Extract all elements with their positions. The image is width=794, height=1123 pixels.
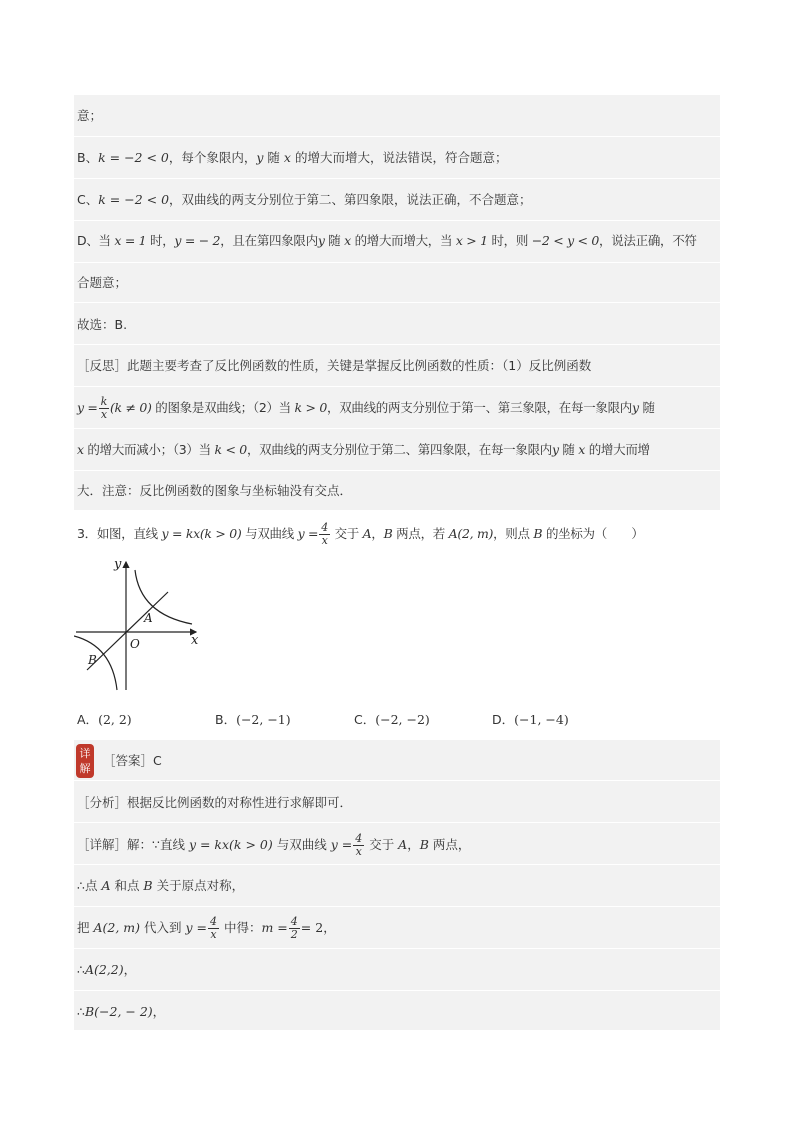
divider — [74, 990, 720, 991]
question-3: 3．如图，直线 y = kx(k > 0) 与双曲线 y = $\frac{4}{x}$ 交于 A，B 两点，若 A(2, m)，则点 B 的坐标为（ ） — [77, 521, 644, 547]
option-a[interactable]: A．(2, 2) — [77, 712, 132, 727]
origin-label: O — [130, 637, 140, 651]
option-b[interactable]: B．(−2, −1) — [215, 712, 291, 727]
reflection-line: x 的增大而减小；（3）当 k < 0，双曲线的两支分别位于第二、第四象限，在每一象限内y 随 x 的增大而增 — [77, 442, 650, 457]
divider — [74, 262, 720, 263]
reflection-line: y = $\frac{k}{x}$ (k ≠ 0) 的图象是双曲线；（2）当 k > 0，双曲线的两支分别位于第一、第三象限，在每一象限内y 随 — [77, 395, 655, 421]
divider — [74, 178, 720, 179]
option-c-analysis: C、k = −2 < 0，双曲线的两支分别位于第二、第四象限，说法正确，不合题意； — [77, 192, 532, 207]
option-b-analysis: B、k = −2 < 0，每个象限内，y 随 x 的增大而增大，说法错误，符合题意； — [77, 150, 508, 165]
divider — [74, 470, 720, 471]
fraction: $\frac{4}{x}$ — [355, 832, 363, 858]
point-b-label: B — [88, 653, 97, 667]
text-line: 意； — [77, 108, 103, 123]
divider — [74, 386, 720, 387]
result-a-line: ∴A(2,2)， — [77, 962, 137, 977]
symmetry-line: ∴点 A 和点 B 关于原点对称， — [77, 878, 245, 893]
detail-stamp-icon: 详解 — [76, 744, 94, 778]
divider — [74, 344, 720, 345]
text-line: 合题意； — [77, 275, 128, 290]
substitution-line: 把 A(2, m) 代入到 y = $\frac{4}{x}$ 中得：m = $\frac{4}{2}$ = 2， — [77, 915, 336, 941]
hyperbola-figure — [74, 552, 209, 694]
divider — [74, 220, 720, 221]
divider — [74, 428, 720, 429]
fraction: $\frac{4}{x}$ — [210, 915, 217, 941]
option-d-analysis: D、当 x = 1 时，y = − 2，且在第四象限内y 随 x 的增大而增大，当 x > 1 时，则 −2 < y < 0，说法正确，不符 — [77, 233, 697, 248]
fraction: $\frac{4}{2}$ — [290, 915, 298, 941]
divider — [74, 780, 720, 781]
divider — [74, 302, 720, 303]
detail-line: ［详解］解：∵直线 y = kx(k > 0) 与双曲线 y = $\frac{4}{x}$ 交于 A，B 两点， — [77, 832, 471, 858]
reflection-line: ［反思］此题主要考查了反比例函数的性质，关键是掌握反比例函数的性质：（1）反比例函数 — [77, 358, 592, 373]
divider — [74, 948, 720, 949]
x-axis-label: x — [191, 633, 199, 648]
reflection-line: 大．注意：反比例函数的图象与坐标轴没有交点． — [77, 483, 353, 498]
choice-line: 故选：B. — [77, 317, 128, 332]
answer-line: ［答案］C — [103, 753, 162, 768]
line-y-kx — [87, 592, 168, 670]
divider — [74, 864, 720, 865]
y-axis-label: y — [114, 557, 122, 572]
point-a-label: A — [144, 611, 153, 625]
divider — [74, 822, 720, 823]
option-d[interactable]: D．(−1, −4) — [492, 712, 569, 727]
divider — [74, 906, 720, 907]
fraction: $\frac{4}{x}$ — [321, 521, 328, 547]
fraction: $\frac{k}{x}$ — [100, 395, 107, 421]
result-b-line: ∴B(−2, − 2)， — [77, 1004, 166, 1019]
analysis-line: ［分析］根据反比例函数的对称性进行求解即可． — [77, 795, 353, 810]
option-c[interactable]: C．(−2, −2) — [354, 712, 430, 727]
divider — [74, 136, 720, 137]
